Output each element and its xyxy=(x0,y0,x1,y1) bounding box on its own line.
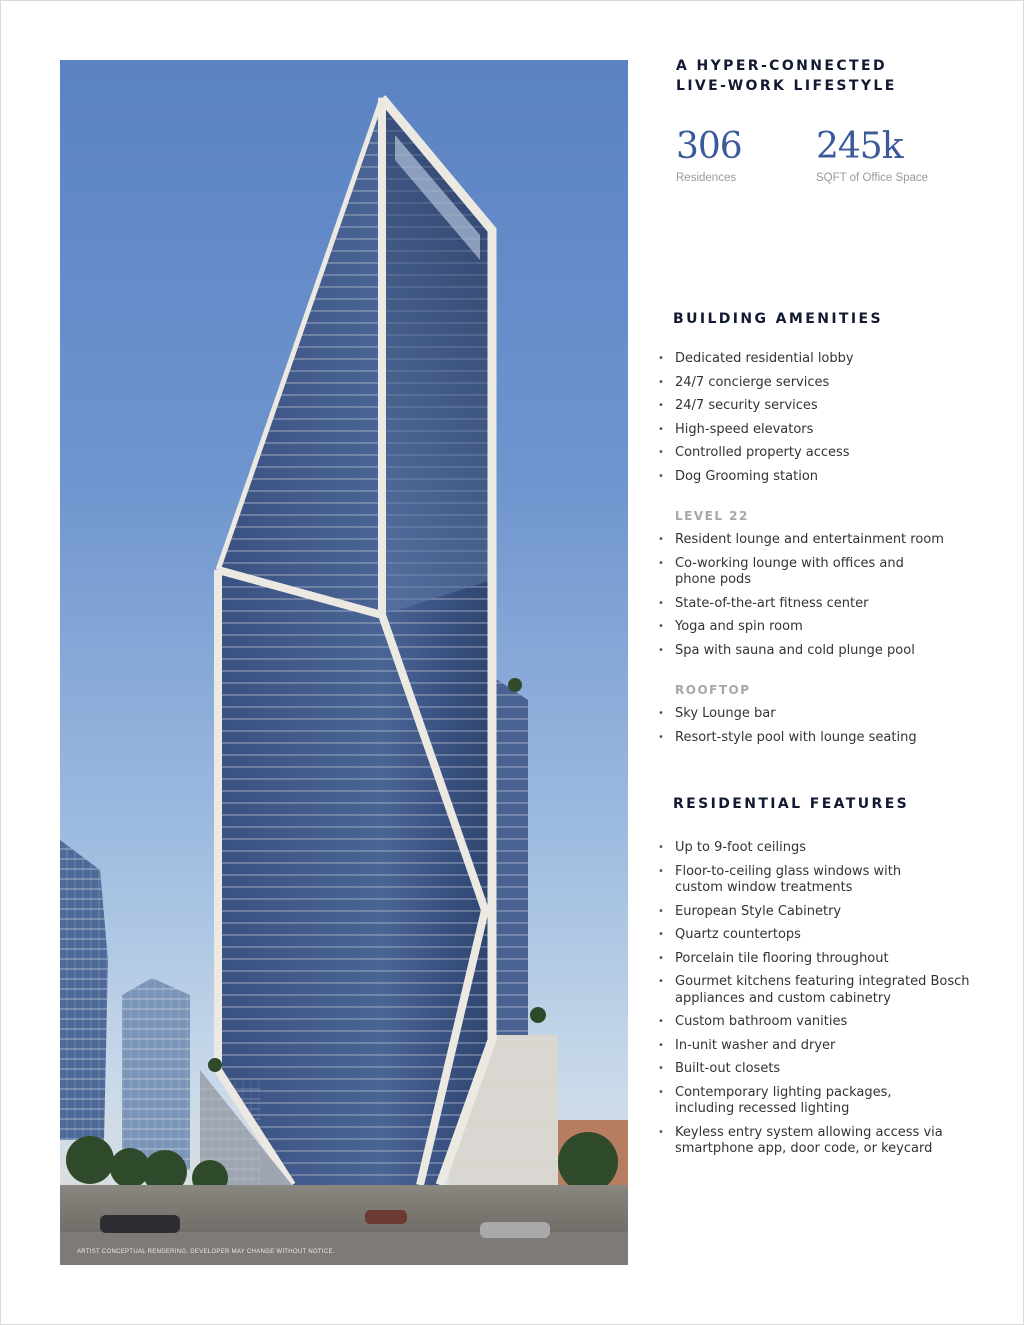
stat-label: Residences xyxy=(676,172,737,184)
list-item: • Custom bathroom vanities xyxy=(658,1014,988,1031)
residential-list xyxy=(658,840,988,1165)
list-item: • Resort-style pool with lounge seating xyxy=(658,730,978,747)
stat-office-space xyxy=(816,125,956,184)
rooftop-heading: ROOFTOP xyxy=(675,683,751,697)
level22-list xyxy=(658,532,988,666)
list-item: • Up to 9-foot ceilings xyxy=(658,840,988,857)
stat-label: SQFT of Office Space xyxy=(816,172,929,184)
list-item: • State-of-the-art fitness center xyxy=(658,596,988,613)
list-item: • Co-working lounge with offices and phone pods xyxy=(658,556,908,589)
residential-heading: RESIDENTIAL FEATURES xyxy=(673,796,910,812)
list-item: • Sky Lounge bar xyxy=(658,706,978,723)
list-item: • Yoga and spin room xyxy=(658,619,988,636)
stat-value: 306 xyxy=(676,126,742,167)
amenities-heading: BUILDING AMENITIES xyxy=(673,311,883,327)
list-item: • Contemporary lighting packages, including recessed lighting xyxy=(658,1085,928,1118)
intro-heading-line2: LIVE-WORK LIFESTYLE xyxy=(676,78,897,94)
building-rendering xyxy=(60,60,628,1265)
main-tower xyxy=(218,98,492,1185)
list-item: • Resident lounge and entertainment room xyxy=(658,532,988,549)
mid-tower xyxy=(122,978,190,1170)
list-item: • European Style Cabinetry xyxy=(658,904,988,921)
rooftop-list xyxy=(658,706,978,753)
list-item: • Porcelain tile flooring throughout xyxy=(658,951,988,968)
rendering-caption: ARTIST CONCEPTUAL RENDERING. DEVELOPER MAY CHANGE WITHOUT NOTICE. xyxy=(77,1249,335,1255)
left-building xyxy=(60,840,108,1140)
list-item: • Built-out closets xyxy=(658,1061,988,1078)
list-item: • Dog Grooming station xyxy=(658,469,978,486)
list-item: • Floor-to-ceiling glass windows with custom window treatments xyxy=(658,864,923,897)
stat-residences xyxy=(676,125,816,184)
amenities-list xyxy=(658,351,978,492)
list-item: • Quartz countertops xyxy=(658,927,988,944)
intro-heading xyxy=(676,56,996,96)
tower-illustration xyxy=(60,60,628,1265)
list-item: • 24/7 security services xyxy=(658,398,978,415)
list-item: • In-unit washer and dryer xyxy=(658,1038,988,1055)
list-item: • Gourmet kitchens featuring integrated Bosch appliances and custom cabinetry xyxy=(658,974,978,1007)
list-item: • Dedicated residential lobby xyxy=(658,351,978,368)
list-item: • High-speed elevators xyxy=(658,422,978,439)
list-item: • Controlled property access xyxy=(658,445,978,462)
stats-row xyxy=(676,125,956,184)
intro-heading-line1: A HYPER-CONNECTED xyxy=(676,58,887,74)
list-item: • 24/7 concierge services xyxy=(658,375,978,392)
stat-value: 245k xyxy=(816,126,903,167)
list-item: • Keyless entry system allowing access via smartphone app, door code, or keycard xyxy=(658,1125,983,1158)
list-item: • Spa with sauna and cold plunge pool xyxy=(658,643,988,660)
level22-heading: LEVEL 22 xyxy=(675,509,749,523)
